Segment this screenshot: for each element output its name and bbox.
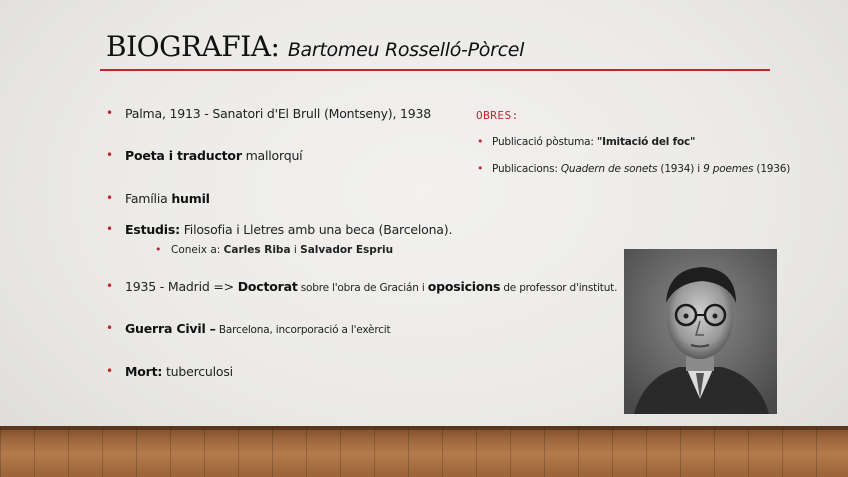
obres-item-posthumous: • Publicació pòstuma: "Imitació del foc" bbox=[477, 135, 696, 148]
bullet-dot: • bbox=[106, 148, 113, 162]
bullet-death: • Mort: tuberculosi bbox=[106, 364, 233, 379]
bullet-dot: • bbox=[477, 162, 484, 175]
bullet-dot: • bbox=[106, 106, 113, 120]
bullet-family: • Família humil bbox=[106, 191, 210, 206]
obres-heading: OBRES: bbox=[476, 109, 519, 122]
title-subtitle: Bartomeu Rosselló-Pòrcel bbox=[287, 39, 525, 61]
slide-title bbox=[106, 30, 524, 63]
bullet-civil-war: • Guerra Civil – Barcelona, incorporació a l'exèrcit bbox=[106, 321, 391, 336]
bullet-poet: • Poeta i traductor mallorquí bbox=[106, 148, 303, 163]
bullet-dot: • bbox=[106, 191, 113, 205]
bullet-dot: • bbox=[106, 222, 113, 236]
bullet-dot: • bbox=[106, 364, 113, 378]
bullet-studies: • Estudis: Filosofia i Lletres amb una beca (Barcelona). bbox=[106, 222, 453, 237]
title-divider bbox=[100, 69, 770, 71]
bullet-dot: • bbox=[106, 279, 113, 293]
title-main: BIOGRAFIA: bbox=[106, 30, 280, 63]
wooden-floor bbox=[0, 426, 848, 477]
bullet-dot: • bbox=[155, 243, 162, 256]
bullet-dot: • bbox=[477, 135, 484, 148]
portrait-photo bbox=[624, 249, 777, 414]
obres-item-publications: • Publicacions: Quadern de sonets (1934) i 9 poemes (1936) bbox=[477, 162, 791, 175]
portrait-icon bbox=[624, 249, 777, 414]
sub-bullet-meets: • Coneix a: Carles Riba i Salvador Espriu bbox=[155, 243, 394, 256]
bullet-madrid: • 1935 - Madrid => Doctorat sobre l'obra de Gracián i oposicions de professor d'institut. bbox=[106, 279, 618, 294]
bullet-dot: • bbox=[106, 321, 113, 335]
bullet-birth: • Palma, 1913 - Sanatori d'El Brull (Montseny), 1938 bbox=[106, 106, 432, 121]
